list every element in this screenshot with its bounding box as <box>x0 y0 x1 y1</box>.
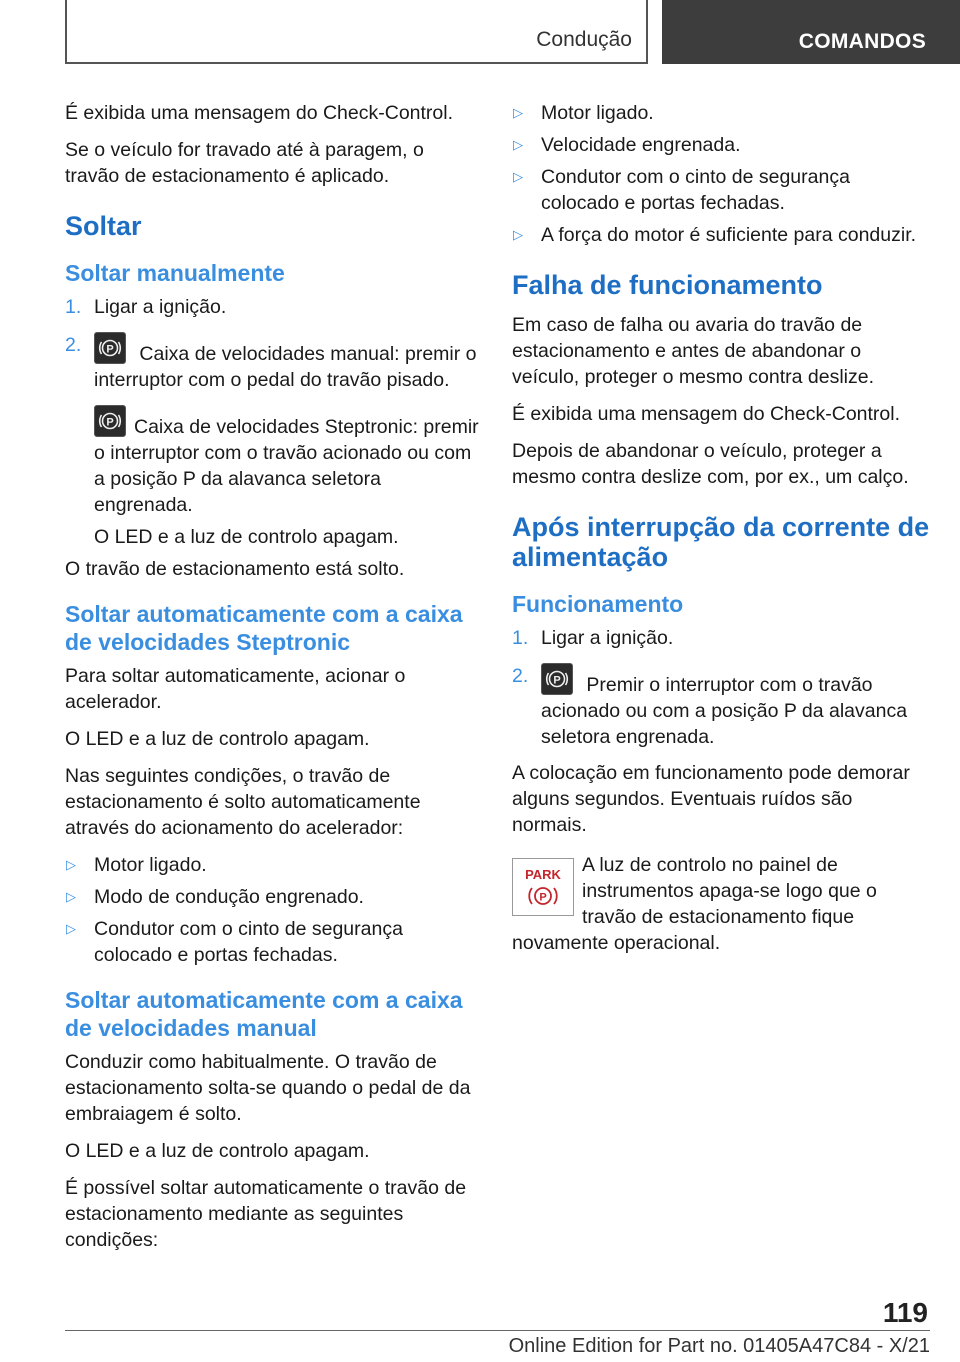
paragraph: O LED e a luz de controlo apagam. <box>65 728 370 750</box>
paragraph: Para soltar automaticamente, acionar o acelerador. <box>65 665 406 713</box>
paragraph: A luz de controlo no painel de instrumentos apaga-se logo que o travão de estacionamento fique novamente operacional. <box>512 854 877 954</box>
subheading-auto-steptronic: Soltar automaticamente com a caixa de velocidades Steptronic <box>65 601 463 655</box>
steps-list <box>65 294 480 393</box>
paragraph: O travão de estacionamento está solto. <box>65 558 405 580</box>
triangle-bullet-icon: ▷ <box>513 105 523 120</box>
section-title: Condução <box>536 28 632 51</box>
bullet-text: Condutor com o cinto de segurança colocado e portas fechadas. <box>541 166 850 214</box>
led-paragraph: O LED e a luz de controlo apagam. <box>94 526 399 548</box>
list-item <box>65 852 480 878</box>
bullet-text: A força do motor é suficiente para conduzir. <box>541 224 917 246</box>
list-item <box>65 884 480 910</box>
chapter-tab: COMANDOS <box>662 0 960 64</box>
step-number: 1. <box>512 627 529 649</box>
list-item <box>512 100 930 126</box>
step-text: Ligar a ignição. <box>94 296 227 318</box>
conditions-list <box>512 100 930 248</box>
conditions-list <box>65 852 480 968</box>
subheading-manual: Soltar manualmente <box>65 260 285 286</box>
heading-soltar: Soltar <box>65 211 142 241</box>
list-item <box>65 332 480 393</box>
paragraph: É possível soltar automaticamente o travão de estacionamento mediante as seguintes condições: <box>65 1177 467 1251</box>
list-item <box>512 625 930 651</box>
paragraph: Conduzir como habitualmente. O travão de estacionamento solta-se quando o pedal de da embraiagem é solto. <box>65 1051 471 1125</box>
triangle-bullet-icon: ▷ <box>66 857 76 872</box>
paragraph: Depois de abandonar o veículo, proteger a mesmo contra deslize com, por ex., um calço. <box>512 440 909 488</box>
paragraph: Se o veículo for travado até à paragem, o travão de estacionamento é aplicado. <box>65 139 424 187</box>
paragraph: A colocação em funcionamento pode demorar alguns segundos. Eventuais ruídos são normais. <box>512 762 910 836</box>
list-item <box>512 132 930 158</box>
park-label: PARK <box>525 867 561 882</box>
right-column <box>512 100 930 967</box>
step-number: 2. <box>65 334 82 356</box>
list-item <box>65 294 480 320</box>
step-text: Premir o interruptor com o travão acionado ou com a posição P da alavanca seletora engrenada. <box>541 674 908 748</box>
triangle-bullet-icon: ▷ <box>513 169 523 184</box>
parking-brake-switch-icon <box>94 405 126 437</box>
svg-text:P: P <box>106 416 114 429</box>
svg-text:P: P <box>539 891 547 904</box>
steptronic-paragraph <box>65 405 480 518</box>
bullet-text: Modo de condução engrenado. <box>94 886 364 908</box>
list-item <box>512 164 930 216</box>
step-text: Ligar a ignição. <box>541 627 674 649</box>
paragraph: É exibida uma mensagem do Check-Control. <box>512 403 901 425</box>
paragraph: O LED e a luz de controlo apagam. <box>65 1140 370 1162</box>
paragraph: Em caso de falha ou avaria do travão de estacionamento e antes de abandonar o veículo, proteger o mesmo contra deslize. <box>512 314 875 388</box>
bullet-text: Motor ligado. <box>541 102 654 124</box>
footer-divider <box>65 1330 930 1331</box>
step-text: Caixa de velocidades manual: premir o interruptor com o pedal do travão pisado. <box>94 343 477 391</box>
paragraph: É exibida uma mensagem do Check-Control. <box>65 102 454 124</box>
bullet-text: Velocidade engrenada. <box>541 134 741 156</box>
park-note <box>512 852 930 956</box>
paragraph: Nas seguintes condições, o travão de estacionamento é solto automaticamente através do acionamento do acelerador: <box>65 765 421 839</box>
bullet-text: Motor ligado. <box>94 854 207 876</box>
bullet-text: Condutor com o cinto de segurança colocado e portas fechadas. <box>94 918 403 966</box>
steps-list <box>512 625 930 750</box>
left-column <box>65 100 480 1264</box>
triangle-bullet-icon: ▷ <box>66 889 76 904</box>
heading-apos: Após interrupção da corrente de alimentação <box>512 512 930 572</box>
park-indicator-icon <box>512 858 574 916</box>
subheading-auto-manual: Soltar automaticamente com a caixa de velocidades manual <box>65 987 463 1041</box>
svg-text:P: P <box>553 674 561 687</box>
svg-text:P: P <box>106 343 114 356</box>
list-item <box>512 663 930 750</box>
steptronic-text: Caixa de velocidades Steptronic: premir o interruptor com o travão acionado ou com a posição P da alavanca seletora engrenada. <box>94 416 479 516</box>
step-number: 1. <box>65 296 82 318</box>
heading-falha: Falha de funcionamento <box>512 270 823 300</box>
step-number: 2. <box>512 665 529 687</box>
triangle-bullet-icon: ▷ <box>513 227 523 242</box>
subheading-funcionamento: Funcionamento <box>512 591 684 617</box>
triangle-bullet-icon: ▷ <box>66 921 76 936</box>
parking-brake-switch-icon <box>94 332 126 364</box>
parking-brake-switch-icon <box>541 663 573 695</box>
page-number: 119 <box>882 1297 928 1328</box>
page-header <box>0 0 960 66</box>
triangle-bullet-icon: ▷ <box>513 137 523 152</box>
list-item <box>512 222 930 248</box>
section-box <box>65 0 648 64</box>
list-item <box>65 916 480 968</box>
footer-edition: Online Edition for Part no. 01405A47C84 - X/21 <box>508 1335 930 1357</box>
